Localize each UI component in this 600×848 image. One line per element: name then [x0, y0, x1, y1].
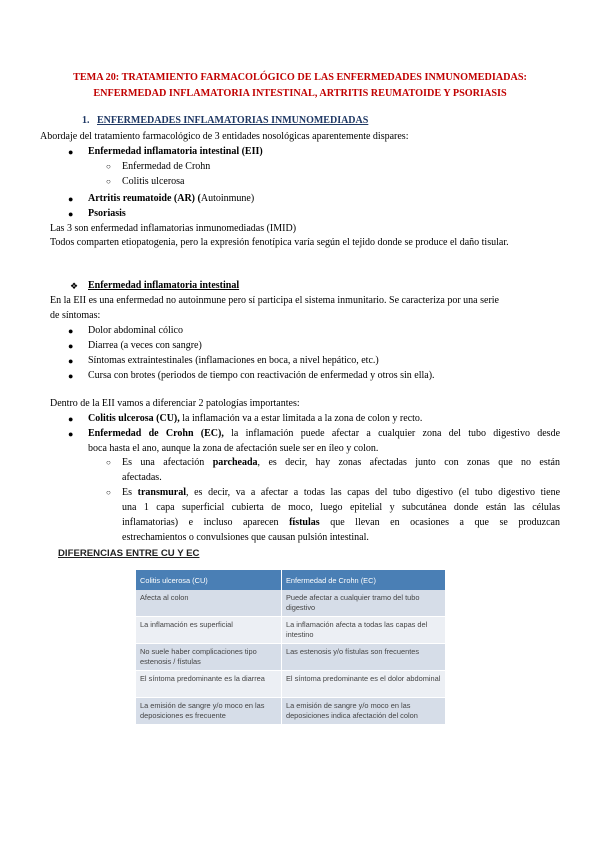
table-cell: La inflamación afecta a todas las capas del intestino — [281, 617, 445, 644]
table-cell: El síntoma predominante es la diarrea — [136, 671, 281, 698]
title-line-1: TEMA 20: TRATAMIENTO FARMACOLÓGICO DE LAS ENFERMEDADES INMUNOMEDIADAS: — [73, 72, 527, 83]
table-row — [136, 590, 446, 617]
table-cell: Puede afectar a cualquier tramo del tubo digestivo — [281, 590, 445, 617]
table-cell: No suele haber complicaciones tipo estenosis / fístulas — [136, 644, 281, 671]
bullet-icon: ● — [68, 356, 74, 366]
list-item-eii: Enfermedad inflamatoria intestinal (EII) — [88, 146, 263, 157]
circle-bullet-icon: ○ — [106, 458, 111, 467]
eii-intro-line-2: de síntomas: — [50, 310, 101, 321]
table-header-ec: Enfermedad de Crohn (EC) — [281, 570, 445, 590]
section-number: 1. — [82, 115, 90, 126]
table-row — [136, 671, 446, 698]
subitem-cu: Colitis ulcerosa — [122, 176, 185, 187]
table-cell: El síntoma predominante es el dolor abdominal — [281, 671, 445, 698]
ec-item: Enfermedad de Crohn (EC), la inflamación puede afectar a cualquier zona del tubo digestivo desde boca hasta el ano, aunque la zona de afectación suele ser en íleo y colon. — [88, 428, 561, 454]
cu-item: Colitis ulcerosa (CU), la inflamación va a estar limitada a la zona de colon y recto. — [88, 413, 423, 424]
symptom-item: Dolor abdominal cólico — [88, 325, 183, 336]
ec-subitem-parcheada: Es una afectación parcheada, es decir, hay zonas afectadas junto con zonas que no están afectadas. — [122, 457, 560, 483]
bullet-icon: ● — [68, 341, 74, 351]
diff-intro: Dentro de la EII vamos a diferenciar 2 patologías importantes: — [50, 398, 300, 409]
bullet-icon: ● — [68, 429, 74, 439]
eii-heading: Enfermedad inflamatoria intestinal — [88, 280, 240, 291]
table-header-cu: Colitis ulcerosa (CU) — [136, 570, 281, 590]
section-title: ENFERMEDADES INFLAMATORIAS INMUNOMEDIADAS — [97, 115, 369, 126]
paragraph-imid: Las 3 son enfermedad inflamatorias inmunomediadas (IMID) — [50, 223, 297, 234]
title-line-2: ENFERMEDAD INFLAMATORIA INTESTINAL, ARTRITIS REUMATOIDE Y PSORIASIS — [93, 88, 507, 99]
circle-bullet-icon: ○ — [106, 177, 111, 186]
subitem-crohn: Enfermedad de Crohn — [122, 161, 211, 172]
table-row — [136, 644, 446, 671]
ec-subitem-transmural: Es transmural, es decir, va a afectar a todas las capas del tubo digestivo (el tubo digestivo tiene una 1 capa superficial cubierta de moco, luego epitelial y subcutánea donde están las células inflamatorias) e incluso aparecen fístulas que llevan en ocasiones a que se produzcan estrechamientos o convulsiones que causan pulsión intestinal. — [122, 487, 561, 543]
table-row — [136, 698, 446, 725]
bullet-icon: ● — [68, 147, 74, 157]
bullet-icon: ● — [68, 209, 74, 219]
diamond-bullet-icon: ❖ — [70, 281, 79, 291]
differences-table — [136, 570, 446, 725]
symptom-item: Cursa con brotes (periodos de tiempo con reactivación de enfermedad y otros sin ella). — [88, 370, 435, 381]
symptom-item: Diarrea (a veces con sangre) — [88, 340, 202, 351]
differences-heading: DIFERENCIAS ENTRE CU Y EC — [58, 548, 200, 559]
bullet-icon: ● — [68, 414, 74, 424]
table-cell: La emisión de sangre y/o moco en las deposiciones es frecuente — [136, 698, 281, 725]
symptom-item: Síntomas extraintestinales (inflamaciones en boca, a nivel hepático, etc.) — [88, 355, 379, 366]
table-cell: La emisión de sangre y/o moco en las deposiciones indica afectación del colon — [281, 698, 445, 725]
bullet-icon: ● — [68, 371, 74, 381]
bullet-icon: ● — [68, 194, 74, 204]
table-cell: La inflamación es superficial — [136, 617, 281, 644]
paragraph-etiopatogenia: Todos comparten etiopatogenia, pero la expresión fenotípica varía según el tejido donde se produce el daño tisular. — [50, 237, 509, 248]
bullet-icon: ● — [68, 326, 74, 336]
table-row — [136, 617, 446, 644]
list-item-psoriasis: Psoriasis — [88, 208, 126, 219]
section-1-heading — [82, 114, 368, 128]
table-cell: Afecta al colon — [136, 590, 281, 617]
circle-bullet-icon: ○ — [106, 488, 111, 497]
list-item-ar: Artritis reumatoide (AR) (Autoinmune) — [88, 193, 255, 204]
section-1-intro: Abordaje del tratamiento farmacológico de 3 entidades nosológicas aparentemente dispares: — [40, 131, 409, 142]
table-cell: Las estenosis y/o fístulas son frecuentes — [281, 644, 445, 671]
table-header-row — [136, 570, 446, 590]
circle-bullet-icon: ○ — [106, 162, 111, 171]
page-title — [40, 70, 560, 102]
eii-intro-line-1: En la EII es una enfermedad no autoinmune pero sí participa el sistema inmunitario. Se caracteriza por una serie — [50, 295, 499, 306]
